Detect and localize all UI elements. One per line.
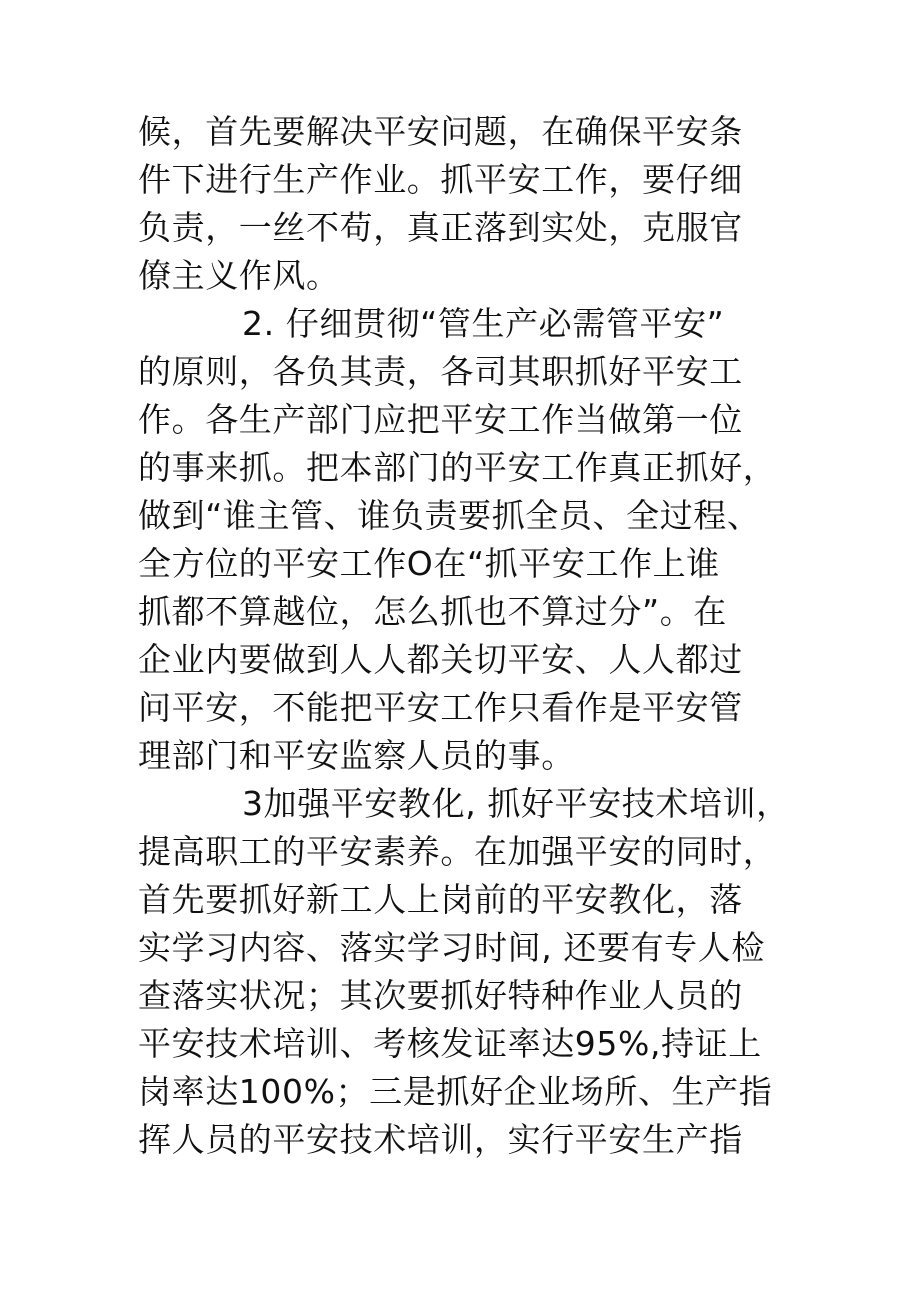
paragraph-2-first-line: 2. 仔细贯彻“管生产必需管平安” (242, 304, 725, 343)
text-line: 企业内要做到人人都关切平安、人人都过 (138, 640, 743, 679)
text-line: 的事来抓。把本部门的平安工作真正抓好， (138, 448, 777, 487)
text-line: 挥人员的平安技术培训，实行平安生产指 (138, 1120, 743, 1159)
text-line: 实学习内容、落实学习时间, 还要有专人检 (138, 928, 765, 967)
text-line: 僚主义作风。 (138, 256, 340, 295)
text-line: 候，首先要解决平安问题，在确保平安条 (138, 112, 743, 151)
text-line: 查落实状况；其次要抓好特种作业人员的 (138, 976, 743, 1015)
text-line: 作。各生产部门应把平安工作当做第一位 (138, 400, 743, 439)
text-line: 全方位的平安工作O在“抓平安工作上谁 (138, 544, 720, 583)
text-line: 问平安，不能把平安工作只看作是平安管 (138, 688, 743, 727)
text-line: 提高职工的平安素养。在加强平安的同时， (138, 832, 777, 871)
body-text (138, 108, 798, 1164)
text-line: 平安技术培训、考核发证率达95%,持证上 (138, 1024, 762, 1063)
text-line: 岗率达100%；三是抓好企业场所、生产指 (138, 1072, 773, 1111)
paragraph-3-first-line: 3加强平安教化, 抓好平安技术培训， (242, 784, 790, 823)
text-line: 负责，一丝不苟，真正落到实处，克服官 (138, 208, 743, 247)
text-line: 抓都不算越位，怎么抓也不算过分”。在 (138, 592, 727, 631)
text-line: 理部门和平安监察人员的事。 (138, 736, 575, 775)
text-line: 首先要抓好新工人上岗前的平安教化，落 (138, 880, 743, 919)
text-line: 做到“谁主管、谁负责要抓全员、全过程、 (138, 496, 761, 535)
text-line: 的原则，各负其责，各司其职抓好平安工 (138, 352, 743, 391)
text-line: 件下进行生产作业。抓平安工作，要仔细 (138, 160, 743, 199)
